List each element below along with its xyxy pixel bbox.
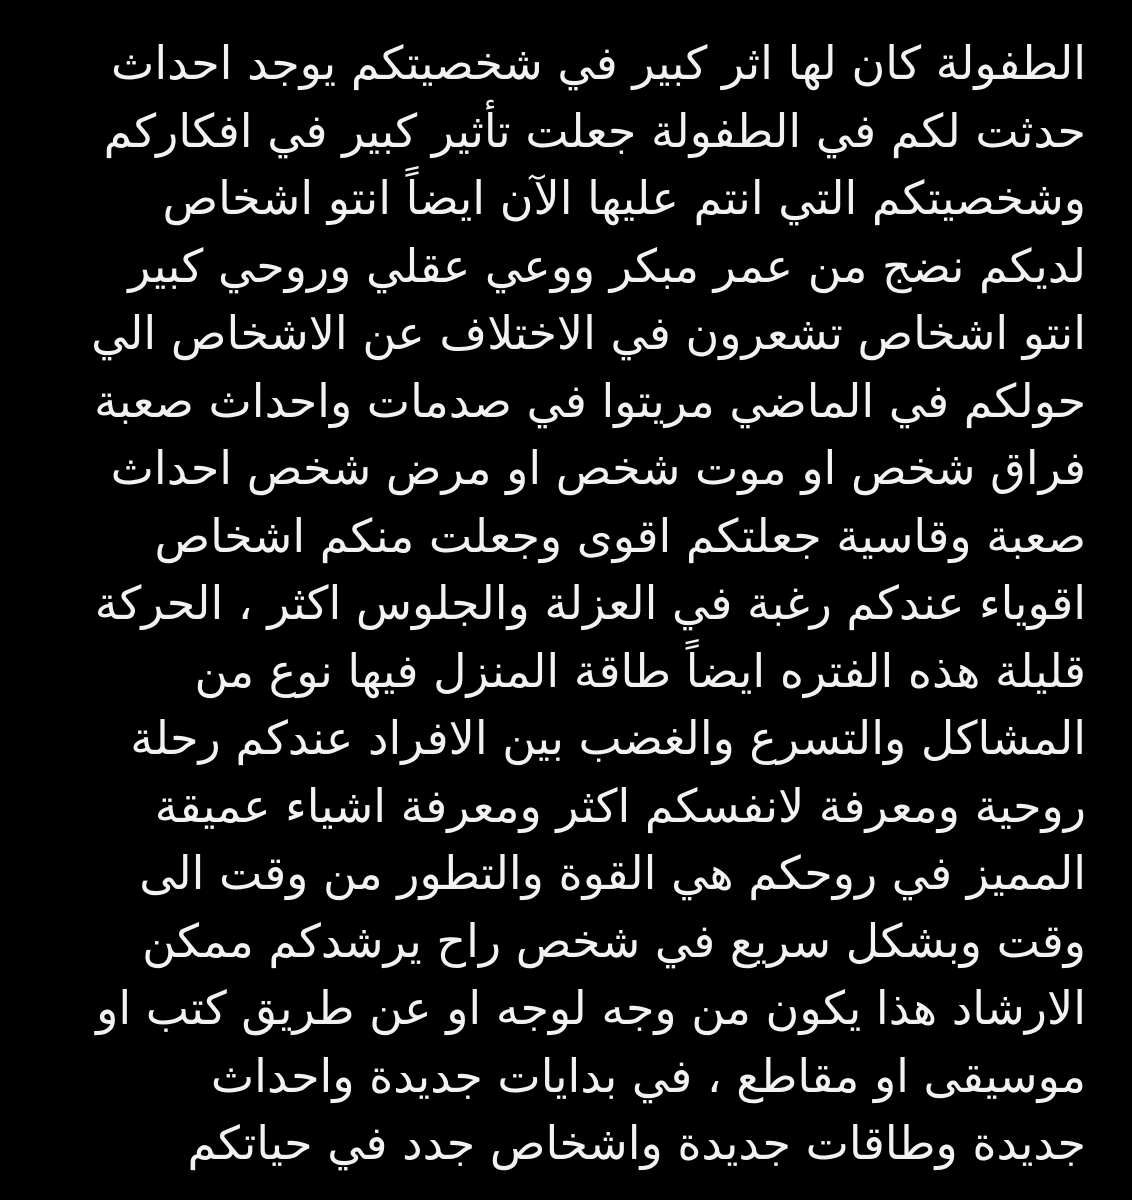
arabic-text-body (46, 30, 1086, 1178)
text-line-15: الارشاد هذا يكون من وجه لوجه او عن طريق كتب او (96, 981, 1086, 1035)
text-line-8: صعبة وقاسية جعلتكم اقوى وجعلت منكم اشخاص (154, 508, 1086, 563)
text-line-2: حدثت لكم في الطفولة جعلت تأثير كبير في افكاركم (103, 103, 1086, 158)
text-line-7: فراق شخص او موت شخص او مرض شخص احداث (110, 441, 1086, 495)
text-line-6: حولكم في الماضي مريتوا في صدمات واحداث صعبة (94, 373, 1086, 428)
text-line-3: وشخصيتكم التي انتم عليها الآن ايضاً انتو اشخاص (162, 171, 1086, 225)
text-line-9: اقوياء عندكم رغبة في العزلة والجلوس اكثر ، الحركة (94, 576, 1086, 630)
text-line-14: وقت وبشكل سريع في شخص راح يرشدكم ممكن (142, 913, 1086, 968)
text-line-10: قليلة هذه الفتره ايضاً طاقة المنزل فيها نوع من (194, 643, 1086, 698)
text-line-11: المشاكل والتسرع والغضب بين الافراد عندكم رحلة (130, 711, 1086, 765)
text-line-13: المميز في روحكم هي القوة والتطور من وقت الى (139, 846, 1086, 900)
text-line-1: الطفولة كان لها اثر كبير في شخصيتكم يوجد احداث (111, 36, 1086, 90)
text-line-16: موسيقى او مقاطع ، في بدايات جديدة واحداث (210, 1048, 1086, 1103)
text-line-4: لديكم نضج من عمر مبكر ووعي عقلي وروحي كبير (128, 238, 1086, 293)
text-line-17: جديدة وطاقات جديدة واشخاص جدد في حياتكم (187, 1116, 1086, 1170)
text-line-12: روحية ومعرفة لانفسكم اكثر ومعرفة اشياء عميقة (154, 778, 1086, 833)
text-line-5: انتو اشخاص تشعرون في الاختلاف عن الاشخاص الي (91, 306, 1086, 360)
